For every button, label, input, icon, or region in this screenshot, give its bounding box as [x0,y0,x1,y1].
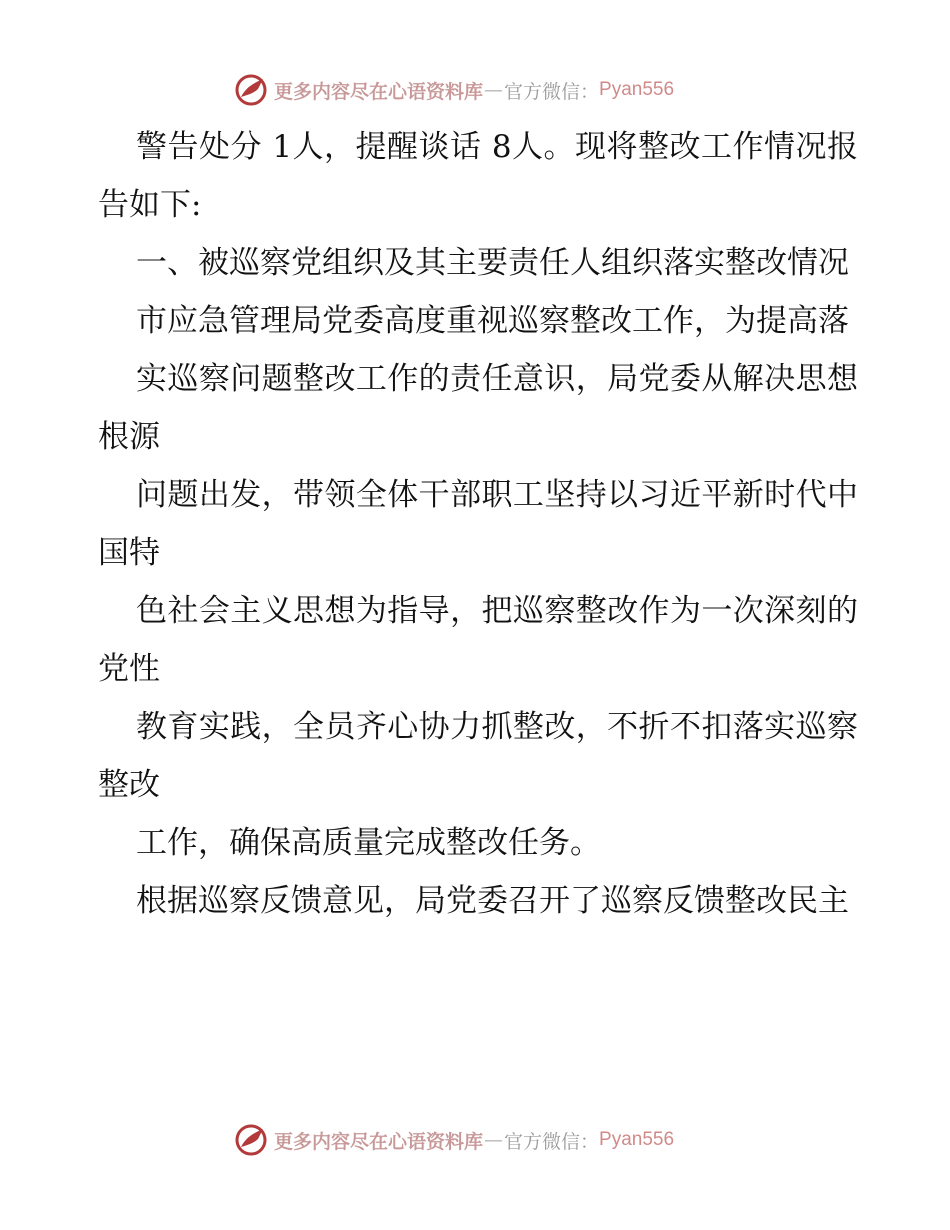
watermark-wechat-id: Pyan556 [599,79,675,100]
header-watermark [234,70,674,110]
paragraph: 警告处分 1人，提醒谈话 8人。现将整改工作情况报告如下: [98,129,858,223]
paragraph: 色社会主义思想为指导，把巡察整改作为一次深刻的党性 [98,593,858,687]
watermark-label: 官方微信： [504,1130,600,1153]
pen-logo-icon [234,73,268,107]
paragraph: 根据巡察反馈意见，局党委召开了巡察反馈整改民主 [136,883,849,919]
watermark-dash: — [484,1129,504,1151]
document-body [98,118,858,930]
watermark-wechat-id: Pyan556 [599,1129,675,1150]
footer-watermark [234,1120,674,1160]
watermark-dash: — [484,79,504,101]
paragraph: 一、被巡察党组织及其主要责任人组织落实整改情况 [136,245,849,281]
pen-logo-icon [234,1123,268,1157]
watermark-title: 更多内容尽在心语资料库 [274,80,484,103]
paragraph: 工作，确保高质量完成整改任务。 [136,825,601,861]
paragraph: 问题出发，带领全体干部职工坚持以习近平新时代中国特 [98,477,858,571]
watermark-title: 更多内容尽在心语资料库 [274,1130,484,1153]
watermark-label: 官方微信： [504,80,600,103]
paragraph: 市应急管理局党委高度重视巡察整改工作，为提高落 [136,303,849,339]
paragraph: 教育实践，全员齐心协力抓整改，不折不扣落实巡察整改 [98,709,858,803]
paragraph: 实巡察问题整改工作的责任意识，局党委从解决思想根源 [98,361,858,455]
